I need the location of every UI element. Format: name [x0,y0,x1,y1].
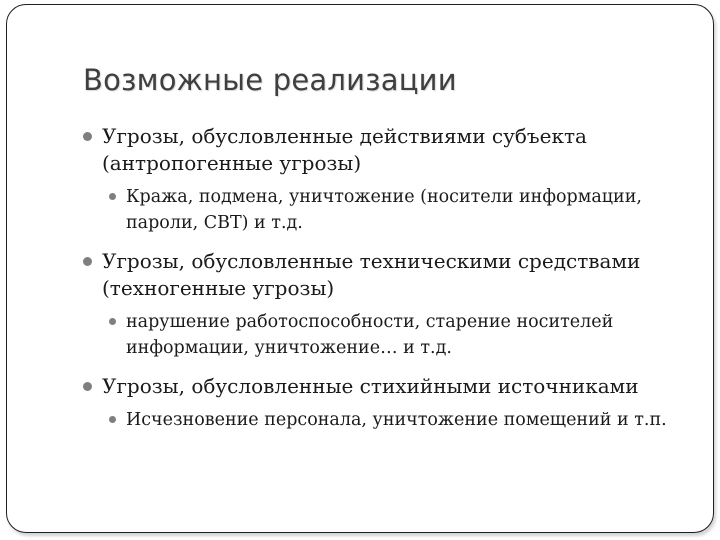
sub-list-item-text: Исчезновение персонала, уничтожение помещений и т.п. [126,410,667,430]
sub-list-item [83,184,683,236]
list-block [83,373,683,433]
sub-list-item-text: Кража, подмена, уничтожение (носители информации, пароли, СВТ) и т.д. [126,187,642,233]
slide [6,4,714,533]
list-item-text: Угрозы, обусловленные действиями субъекта (антропогенные угрозы) [102,124,587,175]
list-item-text: Угрозы, обусловленные стихийными источниками [102,374,639,398]
sub-list-item [83,407,683,433]
bullet-icon [83,257,92,266]
list-block [83,123,683,236]
list-block [83,248,683,361]
list-item [83,248,683,302]
sub-bullet-icon [109,318,116,325]
sub-bullet-icon [109,416,116,423]
sub-bullet-icon [109,193,116,200]
list-item-text: Угрозы, обусловленные техническими средствами (техногенные угрозы) [102,249,641,300]
sub-list-item-text: нарушение работоспособности, старение носителей информации, уничтожение… и т.д. [126,312,614,358]
slide-title: Возможные реализации [83,63,457,97]
bullet-icon [83,382,92,391]
sub-list-item [83,309,683,361]
list-item [83,373,683,400]
bullet-list [83,123,683,445]
list-item [83,123,683,177]
bullet-icon [83,132,92,141]
